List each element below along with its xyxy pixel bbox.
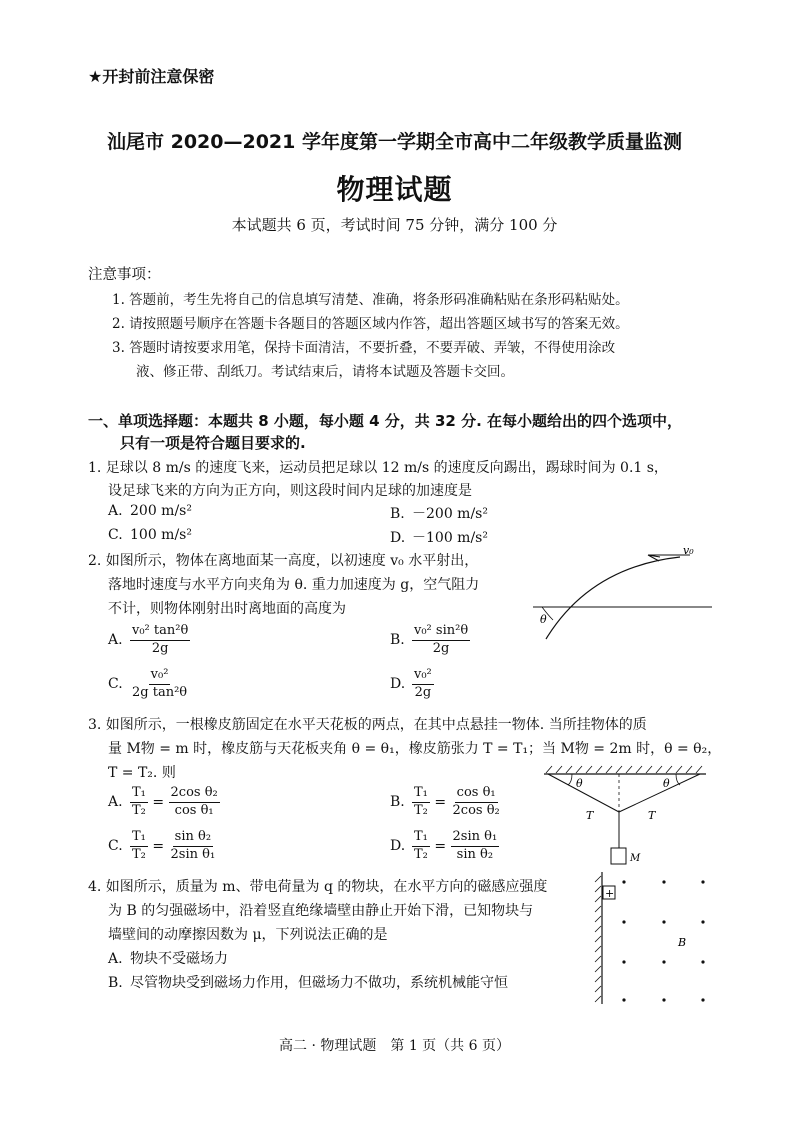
hanging-block <box>611 848 626 864</box>
numerator: 2sin θ₁ <box>451 830 500 847</box>
q2-option-b <box>390 624 470 657</box>
ceiling-hatch <box>546 766 702 773</box>
theta-left-label: θ <box>576 777 583 790</box>
numerator: sin θ₂ <box>173 830 213 847</box>
q3-figure <box>536 764 711 876</box>
option-text: 物块不受磁场力 <box>130 951 228 967</box>
band-left <box>548 774 619 812</box>
denominator: T₂ <box>132 802 146 818</box>
fraction <box>412 668 434 701</box>
charge-plus-sign: + <box>605 887 615 900</box>
page-footer: 高二 · 物理试题 第 1 页（共 6 页） <box>279 1038 510 1054</box>
numerator: T₁ <box>130 830 148 847</box>
option-text: －200 m/s² <box>412 506 488 522</box>
option-label: B. <box>390 794 405 811</box>
band-right <box>619 774 700 812</box>
option-text: 200 m/s² <box>130 503 192 519</box>
section-heading-cont: 只有一项是符合题目要求的. <box>120 434 306 452</box>
fraction <box>169 786 220 819</box>
fraction <box>130 830 148 863</box>
q4-stem: 4. 如图所示，质量为 m、带电荷量为 q 的物块，在水平方向的磁感应强度 <box>88 879 548 895</box>
notice-item: 3. 答题时请按要求用笔，保持卡面清洁，不要折叠，不要弄破、弄皱，不得使用涂改 <box>112 340 616 356</box>
option-label: A. <box>108 632 123 649</box>
option-label: A. <box>108 503 123 519</box>
option-label: B. <box>108 975 123 991</box>
q2-stem: 2. 如图所示，物体在离地面某一高度，以初速度 v₀ 水平射出， <box>88 553 479 569</box>
q1-stem: 1. 足球以 8 m/s 的速度飞来，运动员把足球以 12 m/s 的速度反向踢出，踢球时间为 0.1 s， <box>88 460 668 476</box>
denominator: T₂ <box>132 846 146 862</box>
option-label: C. <box>108 527 123 543</box>
angle-arc-left <box>568 774 572 785</box>
q2-figure <box>530 545 715 645</box>
q1-option-a <box>108 503 192 519</box>
option-label: C. <box>108 838 123 855</box>
field-b-label: B <box>678 936 687 949</box>
q2-option-a <box>108 624 190 657</box>
q1-option-c <box>108 527 192 543</box>
fraction <box>451 786 502 819</box>
q1-stem-cont: 设足球飞来的方向为正方向，则这段时间内足球的加速度是 <box>108 483 472 499</box>
velocity-arrow-icon <box>648 555 660 561</box>
option-label: A. <box>108 951 123 967</box>
denominator: 2cos θ₂ <box>452 802 500 818</box>
denominator: 2g <box>432 640 450 656</box>
numerator: v₀² tan²θ <box>130 624 190 641</box>
fraction <box>169 830 218 863</box>
option-label: A. <box>108 794 123 811</box>
fraction <box>130 624 190 657</box>
denominator: 2sin θ₁ <box>170 846 216 862</box>
q3-stem-cont: 量 M物 = m 时，橡皮筋与天花板夹角 θ = θ₁，橡皮筋张力 T = T₁；当 M物 = 2m 时，θ = θ₂， <box>108 741 722 757</box>
v0-label: v₀ <box>683 545 694 557</box>
q1-option-b <box>390 503 488 523</box>
denominator: T₂ <box>414 846 428 862</box>
subject-title: 物理试题 <box>336 173 453 206</box>
q4-stem-cont2: 墙壁间的动摩擦因数为 μ，下列说法正确的是 <box>108 927 388 943</box>
q1-option-d <box>390 527 488 547</box>
q3-option-a: A. $\frac{\text{T₁}}{\text{T₂}}$ = $\frac{\text{2cos θ₂}}{\text{cos θ₁}}$ <box>108 785 218 818</box>
q4-stem-cont: 为 B 的匀强磁场中，沿着竖直绝缘墙壁由静止开始下滑，已知物块与 <box>108 903 534 919</box>
numerator: cos θ₁ <box>455 786 498 803</box>
numerator: T₁ <box>412 786 430 803</box>
magnetic-field-dots <box>622 880 704 1001</box>
exam-title: 汕尾市 2020—2021 学年度第一学期全市高中二年级教学质量监测 <box>107 131 682 153</box>
notice-item: 液、修正带、刮纸刀。考试结束后，请将本试题及答题卡交回。 <box>136 364 514 380</box>
numerator: v₀² <box>412 668 434 685</box>
option-label: D. <box>390 838 406 855</box>
q2-stem-cont: 落地时速度与水平方向夹角为 θ. 重力加速度为 g，空气阻力 <box>108 577 480 593</box>
denominator: T₂ <box>414 802 428 818</box>
option-text: 尽管物块受到磁场力作用，但磁场力不做功，系统机械能守恒 <box>130 975 508 991</box>
notice-item: 2. 请按照题号顺序在答题卡各题目的答题区域内作答，超出答题区域书写的答案无效。 <box>112 316 629 332</box>
fraction <box>130 668 189 701</box>
notice-item: 1. 答题前，考生先将自己的信息填写清楚、准确，将条形码准确粘贴在条形码粘贴处。 <box>112 292 629 308</box>
option-label: B. <box>390 632 405 649</box>
q4-option-b <box>108 972 508 992</box>
denominator: 2g tan²θ <box>132 684 188 700</box>
q3-stem: 3. 如图所示，一根橡皮筋固定在水平天花板的两点，在其中点悬挂一物体. 当所挂物体的质 <box>88 717 647 733</box>
theta-label: θ <box>540 613 547 626</box>
fraction <box>412 786 430 819</box>
q3-option-d: D. $\frac{\text{T₁}}{\text{T₂}}$ = $\frac{\text{2sin θ₁}}{\text{sin θ₂}}$ <box>390 829 498 862</box>
numerator: T₁ <box>130 786 148 803</box>
q2-option-d <box>390 668 434 701</box>
tension-right-label: T <box>648 809 656 822</box>
numerator: T₁ <box>412 830 430 847</box>
numerator: 2cos θ₂ <box>169 786 220 803</box>
notice-title: 注意事项： <box>88 267 161 283</box>
option-label: D. <box>390 530 406 546</box>
q2-option-c <box>108 668 189 701</box>
option-label: C. <box>108 676 123 693</box>
confidential-stamp: ★开封前注意保密 <box>88 67 215 86</box>
wall-hatch <box>595 876 601 1002</box>
q4-figure <box>592 868 722 1008</box>
fraction <box>130 786 148 819</box>
theta-right-label: θ <box>663 777 670 790</box>
denominator: 2g <box>414 684 432 700</box>
q2-stem-cont2: 不计，则物体刚射出时离地面的高度为 <box>108 601 346 617</box>
q3-option-c: C. $\frac{\text{T₁}}{\text{T₂}}$ = $\frac{\text{sin θ₂}}{\text{2sin θ₁}}$ <box>108 829 216 862</box>
mass-label: M <box>630 853 641 864</box>
numerator: v₀² sin²θ <box>412 624 470 641</box>
option-label: B. <box>390 506 405 522</box>
tension-left-label: T <box>586 809 594 822</box>
numerator: v₀² <box>149 668 171 685</box>
option-text: 100 m/s² <box>130 527 192 543</box>
section-heading: 一、单项选择题：本题共 8 小题，每小题 4 分，共 32 分. 在每小题给出的四个选项中， <box>88 412 683 430</box>
fraction <box>451 830 500 863</box>
denominator: sin θ₂ <box>456 846 494 862</box>
q3-stem-cont2: T = T₂. 则 <box>108 765 176 781</box>
q3-option-b: B. $\frac{\text{T₁}}{\text{T₂}}$ = $\frac{\text{cos θ₁}}{\text{2cos θ₂}}$ <box>390 785 500 818</box>
exam-info: 本试题共 6 页，考试时间 75 分钟，满分 100 分 <box>231 216 558 234</box>
fraction <box>412 624 470 657</box>
fraction <box>412 830 430 863</box>
option-text: －100 m/s² <box>412 530 488 546</box>
trajectory-curve <box>546 557 680 639</box>
denominator: cos θ₁ <box>174 802 214 818</box>
q4-option-a <box>108 948 228 968</box>
denominator: 2g <box>151 640 169 656</box>
option-label: D. <box>390 676 406 693</box>
